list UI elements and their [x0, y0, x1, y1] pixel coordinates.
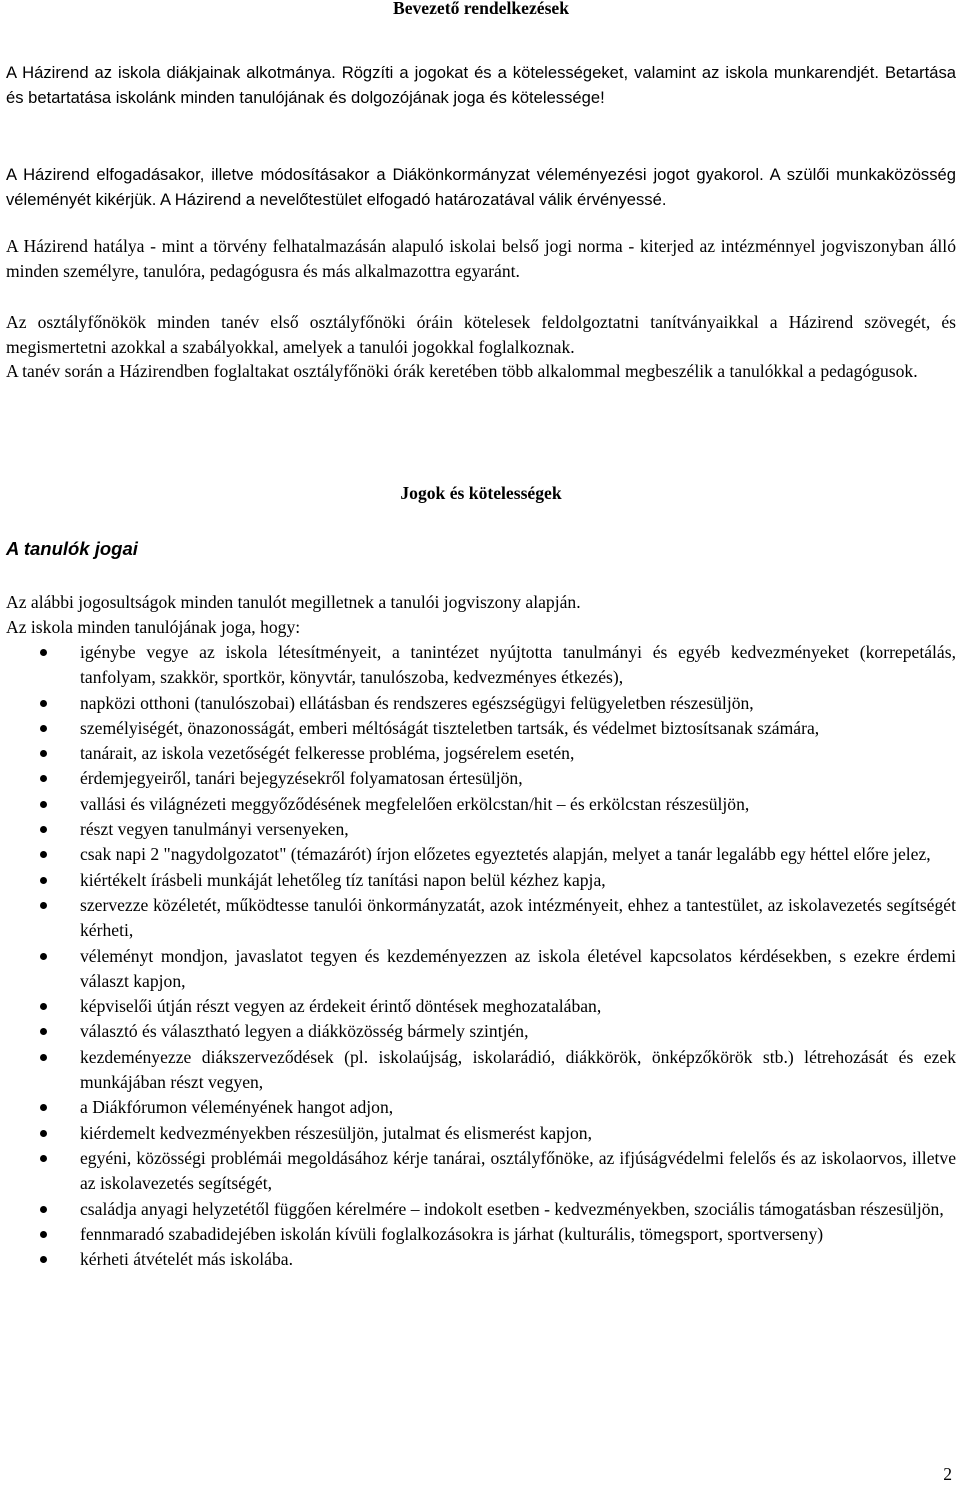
rights-list-item-text: képviselői útján részt vegyen az érdekeit érintő döntések meghozatalában,	[80, 996, 602, 1017]
bullet-icon	[40, 868, 48, 893]
intro-paragraph-1: A Házirend az iskola diákjainak alkotmánya. Rögzíti a jogokat és a kötelességeket, valamint az iskola munkarendjét. Betartása és betartatása iskolánk minden tanulójának és dolgozójának joga és kötelessége!	[6, 63, 956, 108]
rights-lead-2: Az iskola minden tanulójának joga, hogy:	[6, 617, 301, 638]
rights-list-item	[6, 817, 956, 842]
bullet-icon	[40, 741, 48, 766]
rights-list-item-text: szervezze közéletét, működtesse tanulói önkormányzatát, azok intézményeit, ehhez a tantestület, az iskolavezetés segítségét kérheti,	[80, 894, 956, 941]
bullet-icon	[40, 1222, 48, 1247]
intro-paragraph-5: A tanév során a Házirendben foglaltakat osztályfőnöki órák keretében több alkalommal megbeszélik a tanulókkal a pedagógusok.	[6, 361, 918, 381]
rights-list-container	[6, 640, 956, 1272]
rights-list-item	[6, 716, 956, 741]
rights-list-item-text: kérheti átvételét más iskolába.	[80, 1249, 293, 1270]
bullet-icon	[40, 1197, 48, 1222]
rights-lead	[6, 590, 956, 641]
bullet-icon	[40, 716, 48, 741]
rights-list-item	[6, 1197, 956, 1222]
bullet-icon	[40, 766, 48, 791]
rights-list-item-text: igénybe vegye az iskola létesítményeit, a tanintézet nyújtotta tanulmányi és egyéb kedvezményeket (korrepetálás, tanfolyam, szakkör, sportkör, könyvtár, tanulószoba, kedvezményes étkezés),	[80, 642, 956, 688]
bullet-icon	[40, 1045, 48, 1070]
bullet-icon	[40, 842, 48, 867]
intro-paragraph-3: A Házirend hatálya - mint a törvény felhatalmazásán alapuló iskolai belső jogi norma - kiterjed az intézménnyel jogviszonyban álló minden személyre, tanulóra, pedagógusra és más alkalmazottra egyaránt.	[6, 236, 956, 282]
bullet-icon	[40, 1247, 48, 1272]
rights-list-item	[6, 893, 956, 944]
rights-list-item	[6, 766, 956, 791]
rights-list-item-text: fennmaradó szabadidejében iskolán kívüli foglalkozásokra is járhat (kulturális, tömegsport, sportverseny)	[80, 1223, 824, 1244]
rights-list-item-text: a Diákfórumon véleményének hangot adjon,	[80, 1097, 394, 1118]
bullet-icon	[40, 817, 48, 842]
rights-lead-1: Az alábbi jogosultságok minden tanulót megilletnek a tanulói jogviszony alapján.	[6, 592, 581, 612]
rights-list-item-text: csak napi 2 "nagydolgozatot" (témazárót) írjon előzetes egyeztetés alapján, melyet a tanár legalább egy héttel előre jelez,	[80, 844, 931, 865]
rights-list-item	[6, 1095, 956, 1120]
rights-list-item	[6, 1121, 956, 1146]
bullet-icon	[40, 1019, 48, 1044]
rights-list-item-text: érdemjegyeiről, tanári bejegyzésekről folyamatosan értesüljön,	[80, 768, 523, 789]
bullet-icon	[40, 1146, 48, 1171]
rights-list-item	[6, 1045, 956, 1096]
rights-list-item	[6, 868, 956, 893]
rights-list-item-text: kiértékelt írásbeli munkáját lehetőleg tíz tanítási napon belül kézhez kapja,	[80, 869, 606, 890]
section-title: Bevezető rendelkezések	[392, 0, 570, 18]
rights-list-item	[6, 640, 956, 691]
rights-list-item-text: részt vegyen tanulmányi versenyeken,	[80, 819, 349, 840]
rights-list-item	[6, 994, 956, 1019]
bullet-icon	[40, 640, 48, 665]
page-number: 2	[943, 1464, 952, 1484]
rights-list-item-text: véleményt mondjon, javaslatot tegyen és kezdeményezzen az iskola életével kapcsolatos kérdésekben, s ezekre érdemi választ kapjon,	[80, 945, 956, 991]
rights-list-item	[6, 1019, 956, 1044]
rights-list-item	[6, 944, 956, 995]
rights-list	[6, 640, 956, 1272]
bullet-icon	[40, 691, 48, 716]
rights-list-item-text: kezdeményezze diákszerveződések (pl. iskolaújság, iskolarádió, diákkörök, önképzőkörök stb.) létrehozását és ezek munkájában részt vegyen,	[80, 1046, 956, 1093]
rights-subtitle: A tanulók jogai	[6, 538, 138, 559]
rights-list-item	[6, 792, 956, 817]
rights-list-item	[6, 842, 956, 867]
rights-list-item-text: kiérdemelt kedvezményekben részesüljön, jutalmat és elismerést kapjon,	[80, 1122, 592, 1143]
bullet-icon	[40, 994, 48, 1019]
rights-list-item-text: vallási és világnézeti meggyőződésének megfelelően erkölcstan/hit – és erkölcstan részesüljön,	[80, 793, 750, 814]
rights-list-item-text: egyéni, közösségi problémái megoldásához kérje tanárai, osztályfőnöke, az ifjúságvédelmi felelős és az iskolaorvos, illetve az iskolavezetés segítségét,	[80, 1147, 956, 1194]
rights-list-item	[6, 1146, 956, 1197]
bullet-icon	[40, 792, 48, 817]
rights-list-item-text: napközi otthoni (tanulószobai) ellátásban és rendszeres egészségügyi felügyeletben részesüljön,	[80, 692, 754, 713]
rights-list-item	[6, 1222, 956, 1247]
bullet-icon	[40, 1121, 48, 1146]
rights-list-item	[6, 1247, 956, 1272]
rights-list-item-text: tanárait, az iskola vezetőségét felkeresse probléma, jogsérelem esetén,	[80, 743, 575, 764]
rights-list-item-text: családja anyagi helyzetétől függően kérelmére – indokolt esetben - kedvezményekben, szociális támogatásban részesüljön,	[80, 1198, 944, 1219]
intro-paragraph-4: Az osztályfőnökök minden tanév első osztályfőnöki óráin kötelesek feldolgoztatni tanítványaikkal a Házirend szövegét, és megismertetni azokkal a szabályokkal, amelyek a tanulói jogokkal foglalkoznak.	[6, 312, 956, 358]
rights-section-title: Jogok és kötelességek	[400, 483, 562, 503]
rights-list-item-text: választó és választható legyen a diákközösség bármely szintjén,	[80, 1021, 529, 1042]
bullet-icon	[40, 893, 48, 918]
bullet-icon	[40, 944, 48, 969]
bullet-icon	[40, 1095, 48, 1120]
rights-list-item	[6, 691, 956, 716]
rights-list-item-text: személyiségét, önazonosságát, emberi méltóságát tiszteletben tartsák, és védelmet biztosítsanak számára,	[80, 717, 820, 738]
intro-paragraph-2: A Házirend elfogadásakor, illetve módosításakor a Diákönkormányzat véleményezési jogot gyakorol. A szülői munkaközösség véleményét kikérjük. A Házirend a nevelőtestület elfogadó határozatával válik érvényessé.	[6, 165, 956, 210]
rights-list-item	[6, 741, 956, 766]
